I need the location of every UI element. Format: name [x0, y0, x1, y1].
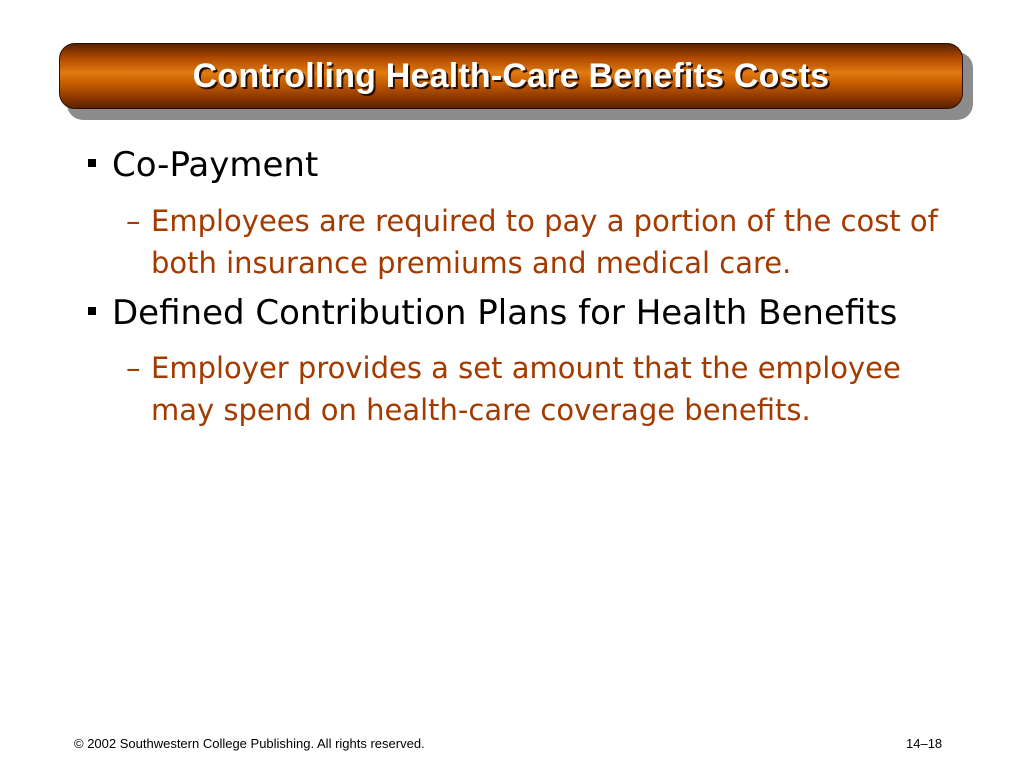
square-bullet-icon [88, 307, 96, 315]
square-bullet-icon [88, 159, 96, 167]
bullet-item-defined-contribution [88, 293, 897, 333]
sub-bullet-text: Employer provides a set amount that the employee may spend on health-care coverage benefits. [151, 351, 901, 427]
bullet-text: Co-Payment [112, 145, 319, 185]
footer-page-number: 14–18 [906, 736, 943, 751]
dash-bullet-icon: – [126, 351, 141, 385]
slide-title: Controlling Health-Care Benefits Costs [192, 56, 830, 95]
dash-bullet-icon: – [126, 204, 141, 238]
bullet-text: Defined Contribution Plans for Health Benefits [112, 293, 898, 333]
title-bar [59, 43, 963, 109]
footer-copyright: © 2002 Southwestern College Publishing. All rights reserved. [74, 736, 425, 751]
sub-bullet-text: Employees are required to pay a portion of the cost of both insurance premiums and medical care. [151, 204, 938, 280]
bullet-item-co-payment [88, 145, 318, 185]
sub-bullet-co-payment [126, 200, 946, 284]
sub-bullet-defined-contribution [126, 347, 946, 431]
